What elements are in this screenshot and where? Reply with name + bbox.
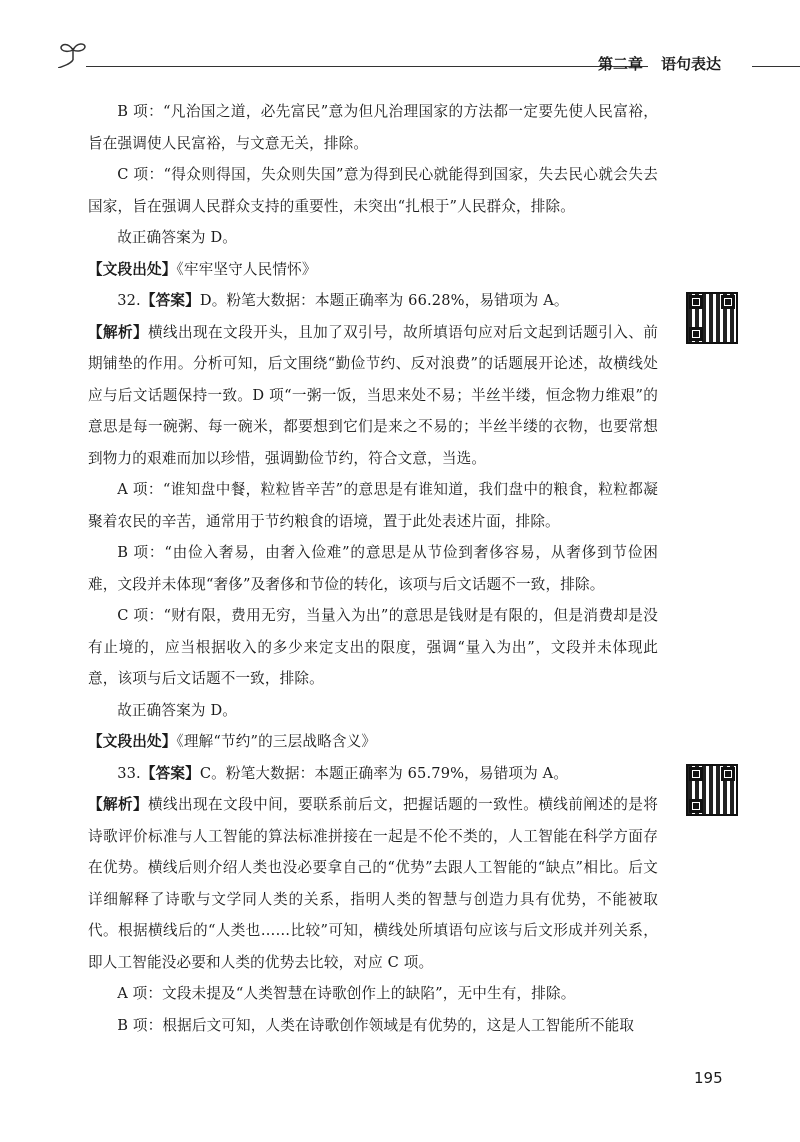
body-paragraph: A 项：“谁知盘中餐，粒粒皆辛苦”的意思是有谁知道，我们盘中的粮食，粒粒都凝聚着农民的辛苦，通常用于节约粮食的语境，置于此处表述片面，排除。 xyxy=(88,481,658,530)
body-paragraph: B 项：“由俭入奢易，由奢入俭难”的意思是从节俭到奢侈容易，从奢侈到节俭困难，文段并未体现“奢侈”及奢侈和节俭的转化，该项与后文话题不一致，排除。 xyxy=(88,544,658,593)
chapter-title xyxy=(598,53,721,74)
analysis-tag: 【解析】 xyxy=(88,796,149,813)
page-header xyxy=(58,36,800,76)
analysis-text: 横线出现在文段中间，要联系前后文，把握话题的一致性。横线前阐述的是将诗歌评价标准与人工智能的算法标准拼接在一起是不伦不类的，人工智能在科学方面存在优势。横线后则介绍人类也没必要拿自己的“优势”去跟人工智能的“缺点”相比。后文详细解释了诗歌与文学同人类的关系，指明人类的智慧与创造力具有优势，不能被取代。根据横线后的“人类也……比较”可知，横线处所填语句应该与后文形成并列关系，即人工智能没必要和人类的优势去比较，对应 C 项。 xyxy=(88,796,658,971)
chapter-number: 第二章 xyxy=(598,55,644,73)
page-number: 195 xyxy=(694,1069,723,1087)
answer-paragraph xyxy=(88,285,658,317)
body-paragraph: C 项：“财有限，费用无穷，当量入为出”的意思是钱财是有限的，但是消费却是没有止境的，应当根据收入的多少来定支出的限度，强调“量入为出”，文段并未体现此意，该项与后文话题不一致，排除。 xyxy=(88,607,658,687)
source-tag: 【文段出处】 xyxy=(88,733,177,750)
source-paragraph xyxy=(88,254,658,286)
chapter-section: 语句表达 xyxy=(661,55,722,73)
qr-code-icon[interactable] xyxy=(686,764,738,816)
body-paragraph: B 项：“凡治国之道，必先富民”意为但凡治理国家的方法都一定要先使人民富裕，旨在强调使人民富裕，与文意无关，排除。 xyxy=(88,103,658,152)
source-tag: 【文段出处】 xyxy=(88,260,177,278)
body-paragraph: B 项：根据后文可知，人类在诗歌创作领域是有优势的，这是人工智能所不能取 xyxy=(117,1016,635,1034)
header-rule-right xyxy=(752,66,800,67)
answer-text: C。粉笔大数据：本题正确率为 65.79%，易错项为 A。 xyxy=(199,764,569,782)
answer-paragraph xyxy=(88,758,658,790)
analysis-paragraph xyxy=(88,789,658,978)
answer-tag: 【答案】 xyxy=(140,764,200,782)
question-number: 32. xyxy=(117,292,141,309)
body-paragraph: 故正确答案为 D。 xyxy=(117,229,238,246)
source-title: 《牢牢坚守人民情怀》 xyxy=(176,260,317,278)
body-paragraph: A 项：文段未提及“人类智慧在诗歌创作上的缺陷”，无中生有，排除。 xyxy=(117,985,576,1002)
header-rule-left xyxy=(86,66,648,67)
analysis-tag: 【解析】 xyxy=(88,323,149,341)
answer-text: D。粉笔大数据：本题正确率为 66.28%，易错项为 A。 xyxy=(199,292,569,309)
leaf-sprout-icon xyxy=(58,38,88,68)
question-number: 33. xyxy=(117,764,141,782)
qr-code-icon[interactable] xyxy=(686,292,738,344)
page-body xyxy=(88,96,658,1041)
analysis-paragraph xyxy=(88,317,658,475)
body-paragraph: C 项：“得众则得国，失众则失国”意为得到民心就能得到国家，失去民心就会失去国家，旨在强调人民群众支持的重要性，未突出“扎根于”人民群众，排除。 xyxy=(88,166,658,215)
answer-tag: 【答案】 xyxy=(140,292,200,309)
body-paragraph: 故正确答案为 D。 xyxy=(117,701,238,719)
source-title: 《理解“节约”的三层战略含义》 xyxy=(176,733,377,750)
analysis-text: 横线出现在文段开头，且加了双引号，故所填语句应对后文起到话题引入、前期铺垫的作用。分析可知，后文围绕“勤俭节约、反对浪费”的话题展开论述，故横线处应与后文话题保持一致。D 项“一粥一饭，当思来处不易；半丝半缕，恒念物力维艰”的意思是每一碗粥、每一碗米，都要想到它们是来之不易的；半丝半缕的衣物，也要常想到物力的艰难而加以珍惜，强调勤俭节约，符合文意，当选。 xyxy=(88,323,658,467)
source-paragraph xyxy=(88,726,658,758)
